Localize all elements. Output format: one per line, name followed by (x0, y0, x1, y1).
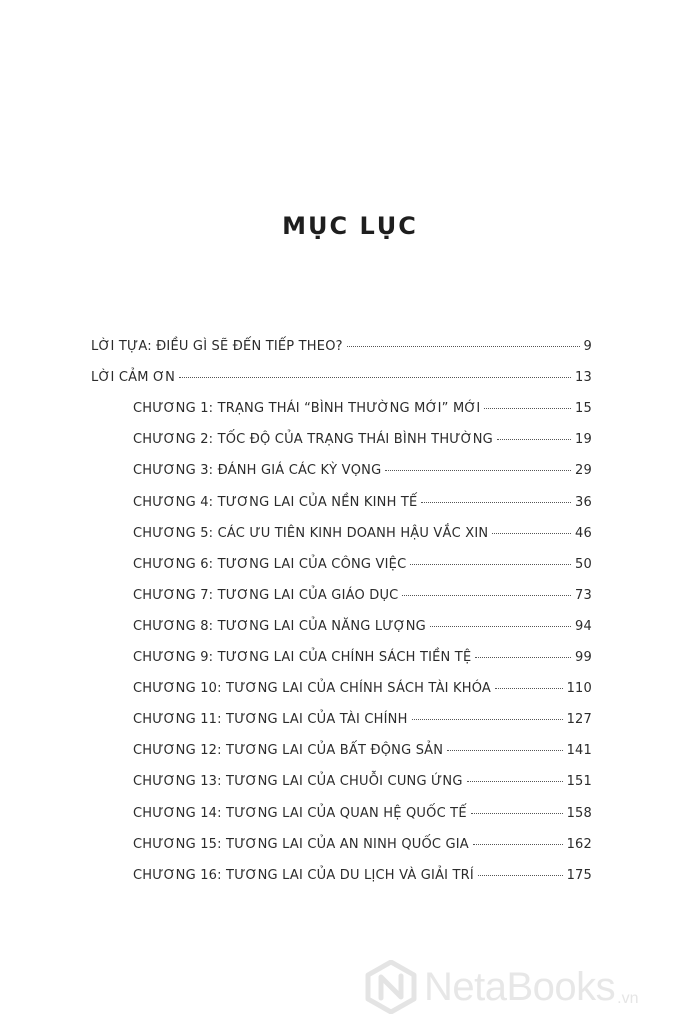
toc-entry (91, 370, 592, 392)
toc-leader-dots (179, 377, 571, 378)
toc-entry-label: CHƯƠNG 6: TƯƠNG LAI CỦA CÔNG VIỆC (133, 556, 407, 572)
netabooks-logo-icon (364, 960, 418, 1014)
toc-entry-label: CHƯƠNG 16: TƯƠNG LAI CỦA DU LỊCH VÀ GIẢI TRÍ (133, 867, 474, 883)
toc-leader-dots (473, 844, 563, 845)
toc-leader-dots (412, 719, 563, 720)
toc-leader-dots (484, 408, 571, 409)
toc-entry (133, 463, 592, 485)
toc-entry-page: 50 (575, 556, 592, 572)
toc-entry-page: 162 (566, 836, 592, 852)
toc-entry-page: 158 (566, 805, 592, 821)
toc-entry-label: LỜI CẢM ƠN (91, 370, 175, 386)
toc-leader-dots (410, 564, 571, 565)
toc-entry (133, 557, 592, 579)
toc-entry (133, 837, 592, 859)
toc-entry-page: 175 (566, 867, 592, 883)
toc-entry (133, 495, 592, 517)
page-title: MỤC LỤC (282, 212, 418, 240)
toc-entry-page: 127 (566, 712, 592, 728)
toc-entry (133, 619, 592, 641)
toc-entry-label: CHƯƠNG 10: TƯƠNG LAI CỦA CHÍNH SÁCH TÀI KHÓA (133, 681, 492, 697)
toc-entry-label: CHƯƠNG 14: TƯƠNG LAI CỦA QUAN HỆ QUỐC TẾ (133, 805, 467, 821)
toc-entry (133, 743, 592, 765)
toc-leader-dots (467, 781, 563, 782)
toc-entry-page: 99 (575, 650, 592, 665)
toc-entry-label: CHƯƠNG 12: TƯƠNG LAI CỦA BẤT ĐỘNG SẢN (133, 743, 444, 759)
toc-entry-label: CHƯƠNG 11: TƯƠNG LAI CỦA TÀI CHÍNH (133, 712, 408, 728)
toc-entry (133, 650, 592, 672)
toc-leader-dots (421, 502, 571, 503)
toc-leader-dots (430, 626, 571, 627)
toc-entry-page: 29 (575, 463, 592, 479)
toc-entry-page: 141 (566, 743, 592, 759)
toc-entry (133, 681, 592, 703)
toc-entry (133, 806, 592, 828)
toc-entry-label: CHƯƠNG 8: TƯƠNG LAI CỦA NĂNG LƯỢNG (133, 618, 426, 634)
toc-entry (133, 432, 592, 454)
toc-entry (91, 339, 592, 361)
toc-entry (133, 774, 592, 796)
toc-entry-page: 13 (575, 370, 592, 386)
toc-entry-label: CHƯƠNG 15: TƯƠNG LAI CỦA AN NINH QUỐC GIA (133, 836, 469, 852)
toc-leader-dots (497, 439, 571, 440)
toc-leader-dots (447, 750, 562, 751)
toc-entry (133, 868, 592, 890)
toc-entry-page: 15 (575, 401, 592, 417)
toc-leader-dots (492, 533, 571, 534)
toc-entry-page: 46 (575, 525, 592, 541)
toc-entry-page: 73 (575, 587, 592, 603)
toc-entry-page: 151 (566, 774, 592, 790)
watermark-suffix: .vn (617, 990, 639, 1007)
toc-leader-dots (471, 813, 563, 814)
toc-entry-label: CHƯƠNG 13: TƯƠNG LAI CỦA CHUỖI CUNG ỨNG (133, 774, 463, 790)
toc-entry-label: CHƯƠNG 9: TƯƠNG LAI CỦA CHÍNH SÁCH TIỀN TỆ (133, 650, 472, 665)
toc-entry (133, 401, 592, 423)
toc-leader-dots (385, 470, 571, 471)
toc-entry-label: CHƯƠNG 7: TƯƠNG LAI CỦA GIÁO DỤC (133, 587, 399, 603)
toc-leader-dots (478, 875, 563, 876)
toc-entry-label: CHƯƠNG 4: TƯƠNG LAI CỦA NỀN KINH TẾ (133, 494, 418, 510)
toc-entry-page: 19 (575, 432, 592, 448)
toc-leader-dots (402, 595, 571, 596)
toc-entry-page: 36 (575, 494, 592, 510)
toc-entry (133, 712, 592, 734)
watermark (364, 952, 694, 1022)
toc-entry (133, 526, 592, 548)
toc-entry-label: CHƯƠNG 3: ĐÁNH GIÁ CÁC KỲ VỌNG (133, 463, 382, 479)
toc-entry-page: 110 (566, 681, 592, 697)
toc-entry-page: 9 (583, 339, 592, 354)
toc-entry-page: 94 (575, 618, 592, 634)
toc-leader-dots (347, 346, 580, 347)
toc-leader-dots (475, 657, 571, 658)
toc-entry-label: CHƯƠNG 5: CÁC ƯU TIÊN KINH DOANH HẬU VẮC XIN (133, 525, 489, 541)
watermark-brand: NetaBooks (424, 965, 616, 1009)
toc-entry (133, 588, 592, 610)
toc-entry-label: CHƯƠNG 2: TỐC ĐỘ CỦA TRẠNG THÁI BÌNH THƯỜNG (133, 432, 493, 448)
toc-entry-label: CHƯƠNG 1: TRẠNG THÁI “BÌNH THƯỜNG MỚI” MỚI (133, 401, 481, 417)
toc-entry-label: LỜI TỰA: ĐIỀU GÌ SẼ ĐẾN TIẾP THEO? (91, 339, 343, 354)
toc-leader-dots (495, 688, 563, 689)
